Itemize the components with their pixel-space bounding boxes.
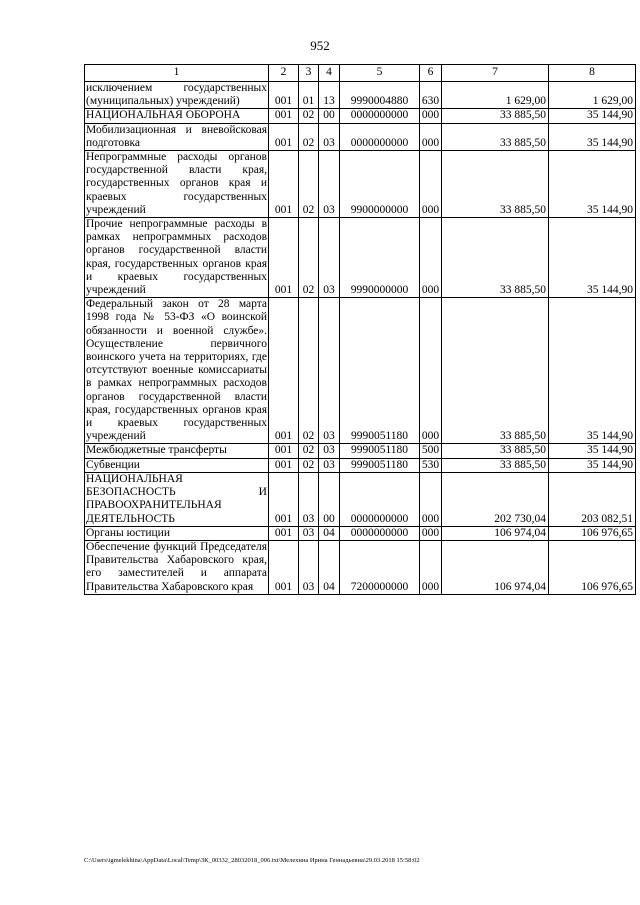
row-target-article: 9990004880: [340, 82, 420, 109]
row-name: Органы юстиции: [85, 526, 269, 540]
row-name: Обеспечение функций Председателя Правительства Хабаровского края, его заместителей и аппарата Правительства Хабаровского края: [86, 540, 267, 593]
row-expense-type: 000: [420, 298, 442, 444]
row-section: 02: [299, 298, 319, 444]
row-amount-year1: 33 885,50: [442, 218, 549, 298]
row-expense-type: 000: [420, 540, 442, 594]
row-subsection: 00: [319, 472, 340, 526]
table-row: [85, 109, 636, 123]
row-amount-year2: 106 976,65: [549, 526, 636, 540]
row-subsection: 03: [319, 218, 340, 298]
row-section: 02: [299, 151, 319, 218]
row-section: 02: [299, 458, 319, 472]
row-amount-year2: 35 144,90: [549, 298, 636, 444]
row-code-admin: 001: [269, 472, 299, 526]
header-cell: 5: [340, 65, 420, 82]
row-name: исключением государственных (муниципальных) учреждений): [86, 82, 267, 108]
row-amount-year2: 35 144,90: [549, 458, 636, 472]
table-row: [85, 444, 636, 458]
row-expense-type: 000: [420, 109, 442, 123]
row-target-article: 0000000000: [340, 109, 420, 123]
row-target-article: 9990000000: [340, 218, 420, 298]
file-path-footer: C:\Users\igmelekhina\AppData\Local\Temp\ЗК_00332_28032018_006.txt\Мелехина Ирина Геннадьевна\29.03.2018 15:58:02: [84, 857, 420, 864]
row-name: Межбюджетные трансферты: [85, 444, 269, 458]
page-number: 952: [310, 38, 330, 53]
row-expense-type: 630: [420, 82, 442, 109]
row-expense-type: 500: [420, 444, 442, 458]
row-expense-type: 000: [420, 151, 442, 218]
row-name: Прочие непрограммные расходы в рамках непрограммных расходов органов государственной власти края, государственных органов края и краевых государственных учреждений: [86, 218, 267, 297]
row-section: 03: [299, 526, 319, 540]
table-row: [85, 123, 636, 150]
row-amount-year1: 33 885,50: [442, 123, 549, 150]
row-subsection: 03: [319, 298, 340, 444]
row-subsection: 00: [319, 109, 340, 123]
row-amount-year1: 1 629,00: [442, 82, 549, 109]
row-amount-year2: 35 144,90: [549, 444, 636, 458]
row-code-admin: 001: [269, 218, 299, 298]
row-amount-year1: 33 885,50: [442, 298, 549, 444]
table-row: [85, 218, 636, 298]
row-subsection: 03: [319, 444, 340, 458]
row-section: 02: [299, 123, 319, 150]
row-amount-year2: 35 144,90: [549, 218, 636, 298]
table-row: [85, 298, 636, 444]
row-target-article: 9990051180: [340, 458, 420, 472]
row-amount-year2: 203 082,51: [549, 472, 636, 526]
row-code-admin: 001: [269, 540, 299, 594]
table-row: [85, 540, 636, 594]
row-name: Непрограммные расходы органов государственной власти края, государственных органов края и краевых государственных учреждений: [86, 151, 267, 216]
header-cell: 6: [420, 65, 442, 82]
row-target-article: 7200000000: [340, 540, 420, 594]
row-amount-year1: 33 885,50: [442, 109, 549, 123]
row-amount-year1: 106 974,04: [442, 526, 549, 540]
row-amount-year1: 202 730,04: [442, 472, 549, 526]
row-code-admin: 001: [269, 526, 299, 540]
header-cell: 7: [442, 65, 549, 82]
header-cell: 1: [85, 65, 269, 82]
row-target-article: 9990051180: [340, 444, 420, 458]
row-code-admin: 001: [269, 123, 299, 150]
row-subsection: 04: [319, 526, 340, 540]
row-expense-type: 000: [420, 472, 442, 526]
row-subsection: 03: [319, 458, 340, 472]
row-expense-type: 530: [420, 458, 442, 472]
row-code-admin: 001: [269, 82, 299, 109]
row-section: 02: [299, 109, 319, 123]
table-row: [85, 472, 636, 526]
row-amount-year2: 1 629,00: [549, 82, 636, 109]
row-section: 01: [299, 82, 319, 109]
row-name: Мобилизационная и вневойсковая подготовка: [86, 123, 267, 149]
row-subsection: 13: [319, 82, 340, 109]
row-section: 03: [299, 472, 319, 526]
row-section: 03: [299, 540, 319, 594]
row-section: 02: [299, 444, 319, 458]
row-code-admin: 001: [269, 298, 299, 444]
row-name: Субвенции: [85, 458, 269, 472]
row-target-article: 9900000000: [340, 151, 420, 218]
row-expense-type: 000: [420, 123, 442, 150]
row-name: НАЦИОНАЛЬНАЯ БЕЗОПАСНОСТЬ И ПРАВООХРАНИТЕЛЬНАЯ ДЕЯТЕЛЬНОСТЬ: [86, 472, 267, 525]
table-row: [85, 151, 636, 218]
table-row: [85, 458, 636, 472]
row-target-article: 0000000000: [340, 472, 420, 526]
header-cell: 4: [319, 65, 340, 82]
row-amount-year1: 33 885,50: [442, 444, 549, 458]
row-code-admin: 001: [269, 458, 299, 472]
row-amount-year1: 106 974,04: [442, 540, 549, 594]
row-amount-year2: 35 144,90: [549, 109, 636, 123]
header-row: [85, 65, 636, 82]
row-code-admin: 001: [269, 109, 299, 123]
row-code-admin: 001: [269, 151, 299, 218]
row-name: Федеральный закон от 28 марта 1998 года № 53-ФЗ «О воинской обязанности и военной службе». Осуществление первичного воинского учета на территориях, где отсутствуют военные комиссариаты в рамках непрограммных расходов органов государственной власти края, государственных органов края и краевых государственных учреждений: [86, 298, 267, 443]
row-section: 02: [299, 218, 319, 298]
row-amount-year1: 33 885,50: [442, 458, 549, 472]
row-amount-year2: 35 144,90: [549, 151, 636, 218]
row-amount-year2: 35 144,90: [549, 123, 636, 150]
row-expense-type: 000: [420, 526, 442, 540]
row-name: НАЦИОНАЛЬНАЯ ОБОРОНА: [85, 109, 269, 123]
header-cell: 3: [299, 65, 319, 82]
budget-table: [84, 64, 636, 595]
row-subsection: 03: [319, 123, 340, 150]
row-code-admin: 001: [269, 444, 299, 458]
row-target-article: 9990051180: [340, 298, 420, 444]
table-row: [85, 82, 636, 109]
table-row: [85, 526, 636, 540]
header-cell: 8: [549, 65, 636, 82]
header-cell: 2: [269, 65, 299, 82]
row-subsection: 03: [319, 151, 340, 218]
row-amount-year1: 33 885,50: [442, 151, 549, 218]
row-target-article: 0000000000: [340, 526, 420, 540]
row-subsection: 04: [319, 540, 340, 594]
row-target-article: 0000000000: [340, 123, 420, 150]
row-expense-type: 000: [420, 218, 442, 298]
row-amount-year2: 106 976,65: [549, 540, 636, 594]
